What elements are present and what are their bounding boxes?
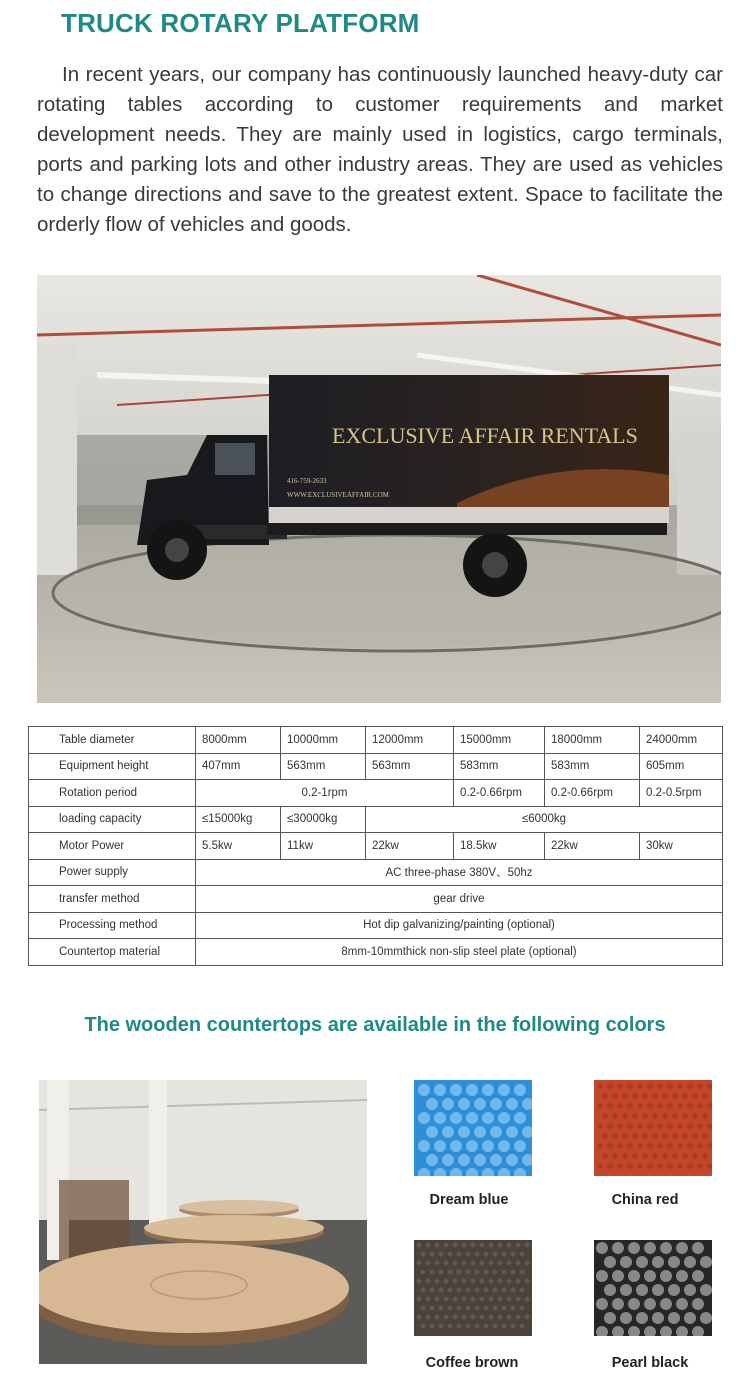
table-row [29,912,723,939]
swatch-label-coffee-brown: Coffee brown [425,1355,519,1371]
table-cell: 11kw [281,833,366,860]
table-cell: 15000mm [454,727,545,754]
colors-heading: The wooden countertops are available in the following colors [84,1014,666,1036]
wooden-platforms-photo [39,1080,367,1364]
row-label: Equipment height [29,753,196,780]
row-label: Table diameter [29,727,196,754]
coffee-brown-swatch [414,1240,532,1336]
table-cell: 8000mm [196,727,281,754]
swatch-label-china-red: China red [611,1192,679,1208]
row-label: Motor Power [29,833,196,860]
table-cell: 0.2-1rpm [196,780,454,807]
table-cell: 563mm [281,753,366,780]
table-cell: AC three-phase 380V、50hz [196,859,723,886]
table-cell: 30kw [640,833,723,860]
table-cell: 22kw [366,833,454,860]
row-label: Rotation period [29,780,196,807]
table-cell: 12000mm [366,727,454,754]
table-row [29,886,723,913]
table-cell: 8mm-10mmthick non-slip steel plate (optional) [196,939,723,966]
table-cell: 407mm [196,753,281,780]
table-row [29,939,723,966]
table-cell: 22kw [545,833,640,860]
table-cell: ≤30000kg [281,806,366,833]
row-label: Power supply [29,859,196,886]
row-label: Processing method [29,912,196,939]
table-row [29,727,723,754]
truck-phone: 416-759-2633 [287,477,327,485]
table-cell: 10000mm [281,727,366,754]
table-cell: 18000mm [545,727,640,754]
table-cell: ≤6000kg [366,806,723,833]
row-label: transfer method [29,886,196,913]
china-red-swatch [594,1080,712,1176]
page-title: TRUCK ROTARY PLATFORM [61,8,420,38]
table-cell: Hot dip galvanizing/painting (optional) [196,912,723,939]
row-label: loading capacity [29,806,196,833]
table-cell: 0.2-0.66rpm [454,780,545,807]
truck-lettering: EXCLUSIVE AFFAIR RENTALS [332,423,638,448]
table-row [29,780,723,807]
table-cell: 18.5kw [454,833,545,860]
table-cell: 583mm [545,753,640,780]
table-row [29,806,723,833]
table-cell: 0.2-0.5rpm [640,780,723,807]
table-row [29,833,723,860]
table-cell: 563mm [366,753,454,780]
table-cell: 0.2-0.66rpm [545,780,640,807]
row-label: Countertop material [29,939,196,966]
table-row [29,753,723,780]
table-cell: 5.5kw [196,833,281,860]
spec-table [28,726,723,966]
table-cell: 583mm [454,753,545,780]
pearl-black-swatch [594,1240,712,1336]
truck-url: WWW.EXCLUSIVEAFFAIR.COM [287,491,389,499]
table-cell: 24000mm [640,727,723,754]
intro-paragraph: In recent years, our company has continuously launched heavy-duty car rotating tables according to customer requirements and market development needs. They are mainly used in logistics, cargo terminals, ports and parking lots and other industry areas. They are used as vehicles to change directions and save to the greatest extent. Space to facilitate the orderly flow of vehicles and goods. [37,63,723,236]
dream-blue-swatch [414,1080,532,1176]
table-row [29,859,723,886]
table-cell: gear drive [196,886,723,913]
swatch-label-pearl-black: Pearl black [611,1355,689,1371]
table-cell: ≤15000kg [196,806,281,833]
truck-on-platform-photo [37,275,721,703]
table-cell: 605mm [640,753,723,780]
swatch-label-dream-blue: Dream blue [429,1192,509,1208]
